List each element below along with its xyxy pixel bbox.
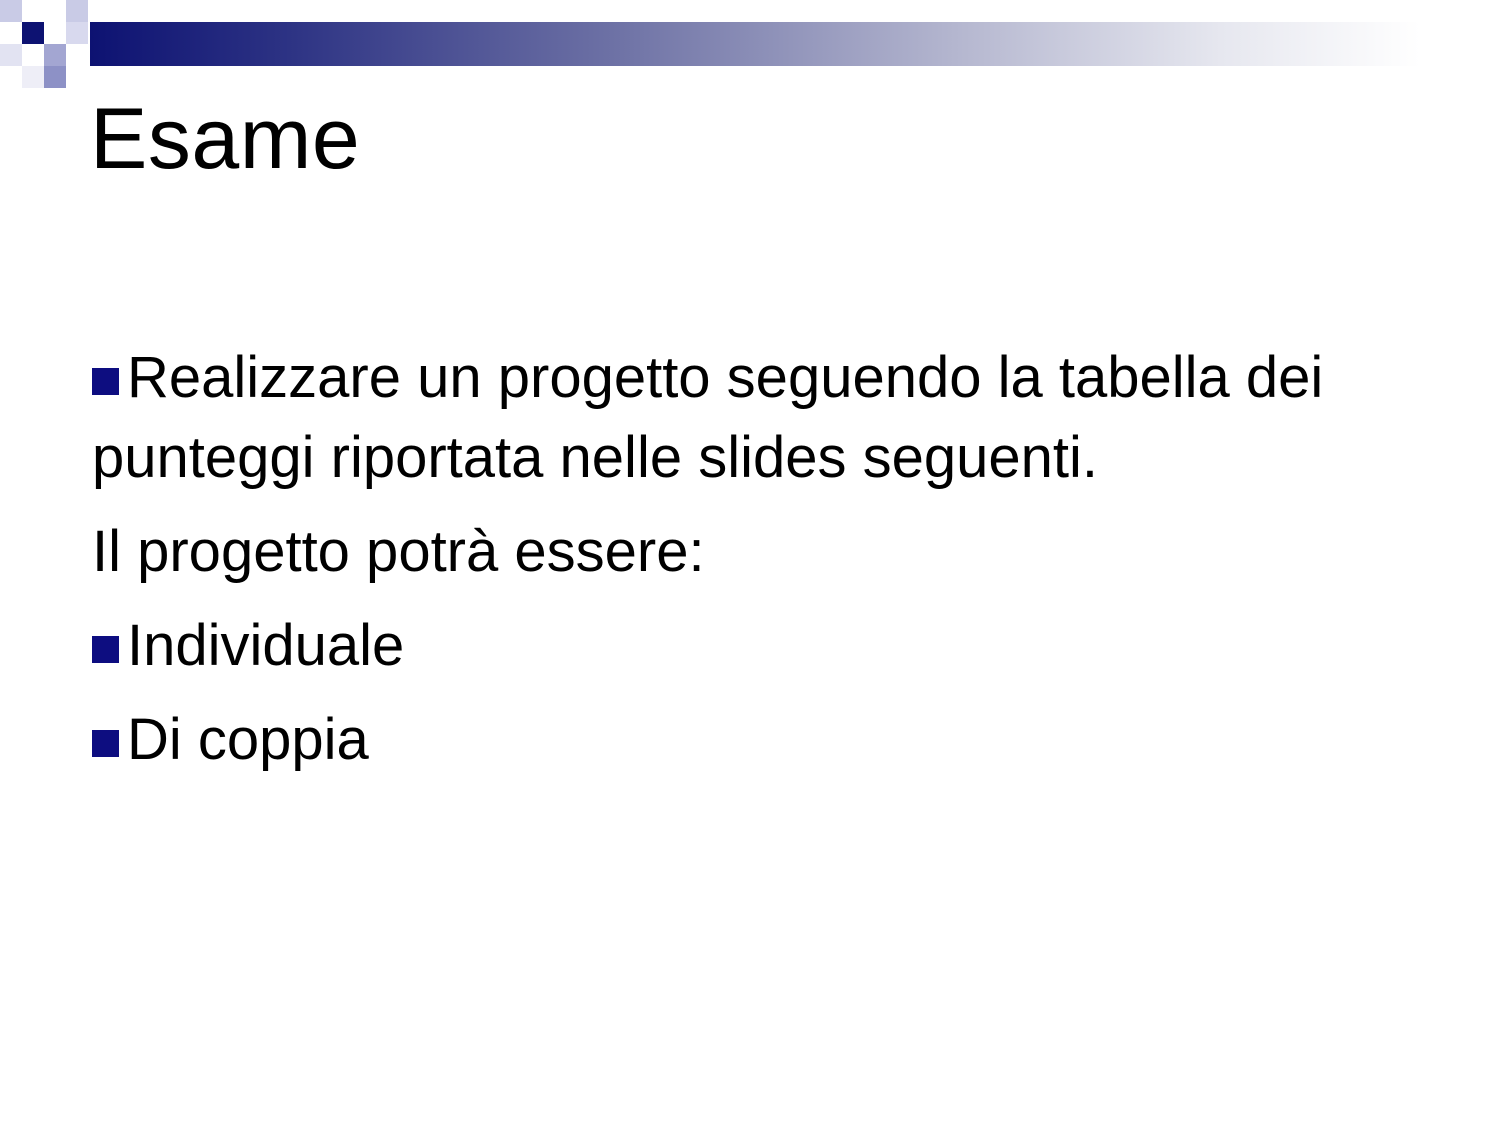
- square-bullet-icon: [92, 636, 119, 663]
- paragraph-3-text: Individuale: [127, 613, 405, 678]
- corner-square-light-mid: [66, 22, 88, 44]
- corner-square-dark: [22, 22, 44, 44]
- header-gradient-bar: [90, 22, 1420, 66]
- square-bullet-icon: [92, 368, 119, 395]
- paragraph-1-text: Realizzare un progetto seguendo la tabella dei punteggi riportata nelle slides seguenti.: [92, 345, 1324, 490]
- slide-title: Esame: [90, 91, 361, 187]
- paragraph-4-text: Di coppia: [127, 707, 369, 772]
- paragraph-1: [92, 338, 1422, 498]
- corner-square-pale-bottom: [22, 66, 44, 88]
- paragraph-2-text: Il progetto potrà essere:: [92, 519, 705, 584]
- corner-square-lavender: [44, 44, 66, 66]
- slide-body: [92, 338, 1422, 794]
- corner-square-light-top: [0, 0, 22, 22]
- corner-square-lavender-bottom: [44, 66, 66, 88]
- corner-square-light-left: [0, 44, 22, 66]
- square-bullet-icon: [92, 730, 119, 757]
- corner-square-light-top-mid: [66, 0, 88, 22]
- paragraph-4: [92, 700, 1422, 780]
- paragraph-3: [92, 606, 1422, 686]
- paragraph-2: [92, 512, 1422, 592]
